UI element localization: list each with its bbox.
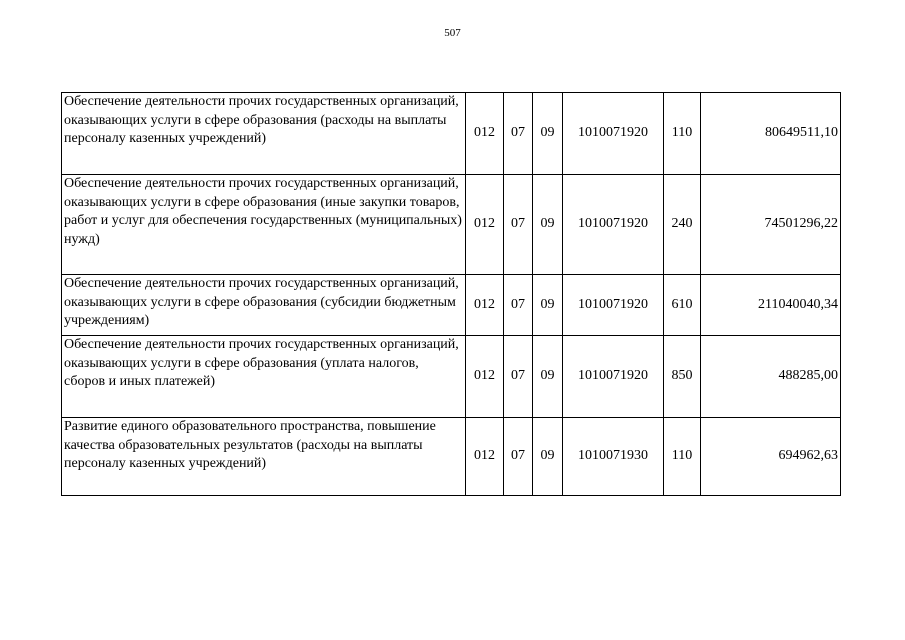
row-amount: 488285,00: [701, 336, 841, 418]
row-section-code: 07: [504, 418, 533, 496]
row-subsection-code: 09: [533, 418, 563, 496]
row-subsection-code: 09: [533, 336, 563, 418]
row-section-code: 07: [504, 275, 533, 336]
row-target-article: 1010071920: [563, 275, 664, 336]
row-description: Развитие единого образовательного пространства, повышение качества образовательных результатов (расходы на выплаты персоналу казенных учреждений): [62, 418, 466, 496]
row-subsection-code: 09: [533, 275, 563, 336]
row-section-code: 07: [504, 175, 533, 275]
row-target-article: 1010071920: [563, 336, 664, 418]
row-expense-type: 850: [664, 336, 701, 418]
row-section-code: 07: [504, 93, 533, 175]
row-target-article: 1010071930: [563, 418, 664, 496]
row-section-code: 07: [504, 336, 533, 418]
row-subsection-code: 09: [533, 93, 563, 175]
row-description: Обеспечение деятельности прочих государственных организаций, оказывающих услуги в сфере образования (иные закупки товаров, работ и услуг для обеспечения государственных (муниципальных) нужд): [62, 175, 466, 275]
row-description: Обеспечение деятельности прочих государственных организаций, оказывающих услуги в сфере образования (субсидии бюджетным учреждениям): [62, 275, 466, 336]
table-row: [62, 93, 841, 175]
row-target-article: 1010071920: [563, 175, 664, 275]
row-expense-type: 110: [664, 93, 701, 175]
table-row: [62, 175, 841, 275]
row-expense-type: 610: [664, 275, 701, 336]
row-amount: 694962,63: [701, 418, 841, 496]
row-ministry-code: 012: [466, 175, 504, 275]
row-amount: 211040040,34: [701, 275, 841, 336]
row-ministry-code: 012: [466, 336, 504, 418]
row-target-article: 1010071920: [563, 93, 664, 175]
row-ministry-code: 012: [466, 418, 504, 496]
row-expense-type: 240: [664, 175, 701, 275]
row-subsection-code: 09: [533, 175, 563, 275]
row-expense-type: 110: [664, 418, 701, 496]
table-row: [62, 275, 841, 336]
table-row: [62, 418, 841, 496]
row-description: Обеспечение деятельности прочих государственных организаций, оказывающих услуги в сфере образования (расходы на выплаты персоналу казенных учреждений): [62, 93, 466, 175]
table-row: [62, 336, 841, 418]
page-number: 507: [444, 27, 461, 39]
row-ministry-code: 012: [466, 275, 504, 336]
row-amount: 74501296,22: [701, 175, 841, 275]
row-description: Обеспечение деятельности прочих государственных организаций, оказывающих услуги в сфере образования (уплата налогов, сборов и иных платежей): [62, 336, 466, 418]
row-amount: 80649511,10: [701, 93, 841, 175]
row-ministry-code: 012: [466, 93, 504, 175]
budget-table: [61, 92, 841, 496]
